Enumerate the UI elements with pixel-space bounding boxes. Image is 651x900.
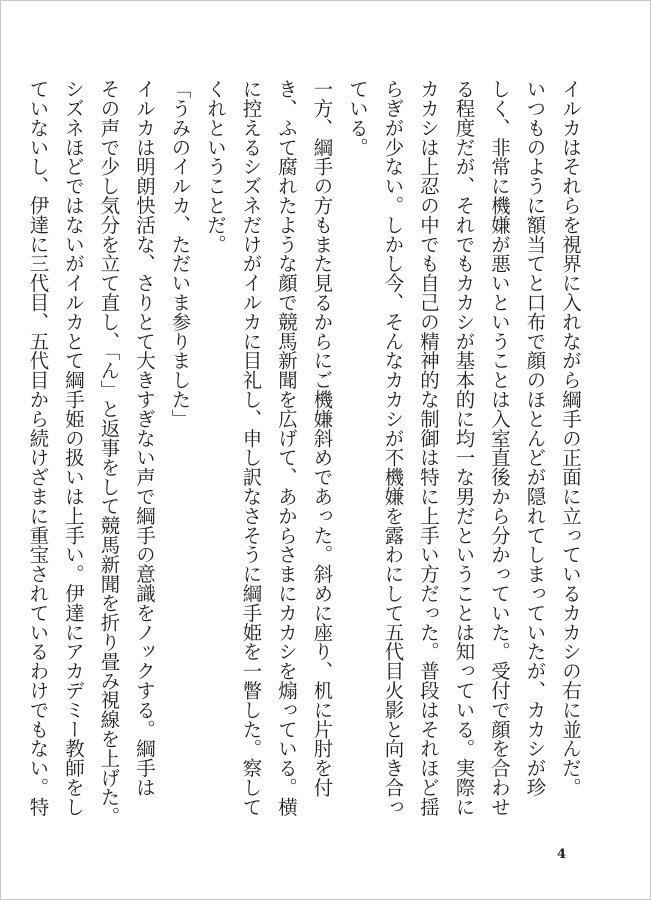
text-line: 一方、綱手の方もまた見るからにご機嫌斜めであった。斜めに座り、机に片肘を付 (310, 79, 334, 797)
text-line: ていないし、伊達に三代目、五代目から続けざまに重宝されているわけでもない。特 (26, 79, 50, 817)
text-line: き、ふて腐れたような顔で競馬新聞を広げて、あからさまにカカシを煽っている。横 (275, 79, 298, 817)
text-line: ている。 (346, 79, 369, 157)
text-line: くれということだ。 (204, 79, 227, 254)
text-line: らぎが少ない。しかし今、そんなカカシが不機嫌を露わにして五代目火影と向き合っ (381, 79, 405, 817)
text-line: しく、非常に機嫌が悪いということは入室直後から分かっていた。受付で顔を合わせ (488, 79, 511, 817)
text-line: イルカは明朗快活な、さりとて大きすぎない声で綱手の意識をノックする。綱手は (133, 79, 156, 797)
text-line: その声で少し気分を立て直し、「ん」と返事をして競馬新聞を折り畳み視線を上げた。 (97, 79, 121, 826)
text-line: カカシは上忍の中でも自己の精神的な制御は特に上手い方だった。普段はそれほど揺 (417, 79, 440, 817)
text-line: シズネほどではないがイルカとて綱手姫の扱いは上手い。伊達にアカデミー教師をし (62, 79, 85, 817)
text-line: 「うみのイルカ、ただいま参りました」 (168, 79, 192, 429)
text-line: いつものように額当てと口布で顔のほとんどが隠れてしまっていたが、カカシが珍 (523, 79, 547, 797)
text-line: に控えるシズネだけがイルカに目礼し、申し訳なさそうに綱手姫を一瞥した。察して (239, 79, 263, 817)
vertical-body-text (20, 79, 588, 831)
text-line: イルカはそれらを視界に入れながら綱手の正面に立っているカカシの右に並んだ。 (559, 79, 582, 797)
text-line: る程度だが、それでもカカシが基本的に均一な男だということは知っている。実際に (452, 79, 476, 817)
page-number: 4 (556, 847, 566, 862)
